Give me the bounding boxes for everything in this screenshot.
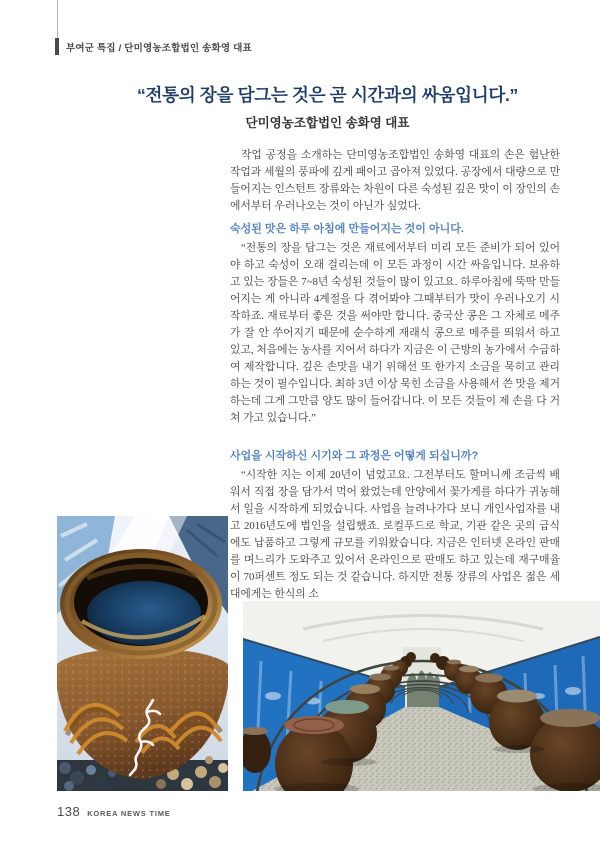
section-paragraph-1: “전통의 장을 담그는 것은 재료에서부터 미리 모든 준비가 되어 있어야 하고 숙성이 오래 걸리는데 이 모든 과정이 시간 싸움입니다. 보유하고 있는 장들은 7~8년 숙성된 것들이 많이 있고요. 하루아침에 뚝딱 만들어지는 게 아니라 4계절을 다 겪어봐야 그때부터가 맛이 우러나오기 시작하죠. 재료부터 좋은 것을 써야만 합니다. 중국산 콩은 그 자체로 메주가 잘 안 쑤어지기 때문에 순수하게 재래식 콩으로 메주를 띄워서 하고 있고, 처음에는 농사를 지어서 하다가 지금은 이 근방의 농가에서 수급하여 제작합니다. 깊은 손맛을 내기 위해선 또 한가지 소금을 묵히고 관리하는 것이 필수입니다. 최하 3년 이상 묵힌 소금을 사용해서 쓴 맛을 제거하는데 그게 그만큼 양도 많이 들어갑니다. 이 모든 것들이 제 손을 다 거쳐 가고 있습니다.”: [230, 242, 560, 424]
section-heading-2: 사업을 시작하신 시기와 그 과정은 어떻게 되십니까?: [230, 450, 479, 462]
article-body: [230, 147, 560, 603]
page-header: [55, 38, 252, 55]
article-title: “전통의 장을 담그는 것은 곧 시간과의 싸움입니다.”: [137, 85, 518, 105]
page-footer: [57, 804, 171, 819]
magazine-name: KOREA NEWS TIME: [87, 809, 171, 818]
intro-paragraph: 작업 공정을 소개하는 단미영농조합법인 송화영 대표의 손은 험난한 작업과 세월의 풍파에 깊게 패이고 곱아져 있었다. 공장에서 대량으로 만들어지는 인스턴트 장류와는 차원이 다른 숙성된 깊은 맛이 이 장인의 손에서부터 우러나오는 것이 아닌가 싶었다.: [230, 149, 560, 212]
title-block: [95, 84, 560, 131]
header-top-rule: [57, 0, 58, 38]
photo-jar-closeup: [57, 516, 228, 791]
header-kicker: 부여군 특집 / 단미영농조합법인 송화영 대표: [66, 42, 252, 54]
section-heading-1: 숙성된 맛은 하루 아침에 만들어지는 것이 아니다.: [230, 223, 464, 235]
section-paragraph-2: “시작한 지는 이제 20년이 넘었고요. 그전부터도 할머니께 조금씩 배워서 직접 장을 담가서 먹어 왔었는데 안양에서 꽃가게를 하다가 귀농해서 일을 시작하게 되었습니다. 사업을 늘려나가다 보니 개인사업자를 내고 2016년도에 법인을 설립했죠. 로컬푸드로 학교, 기관 같은 곳의 급식에도 납품하고 그렇게 규모를 키워왔습니다. 지금은 인터넷 온라인 판매를 며느리가 도와주고 있어서 온라인으로 판매도 하고 있는데 재구매율이 70퍼센트 정도 되는 것 같습니다. 하지만 전통 장류의 사업은 젊은 세대에게는 한식의 소: [230, 469, 560, 600]
photo-greenhouse-jars: [243, 601, 600, 791]
article-subtitle: 단미영농조합법인 송화영 대표: [245, 116, 410, 130]
header-accent-bar: [55, 38, 59, 55]
page-number: 138: [57, 804, 81, 819]
